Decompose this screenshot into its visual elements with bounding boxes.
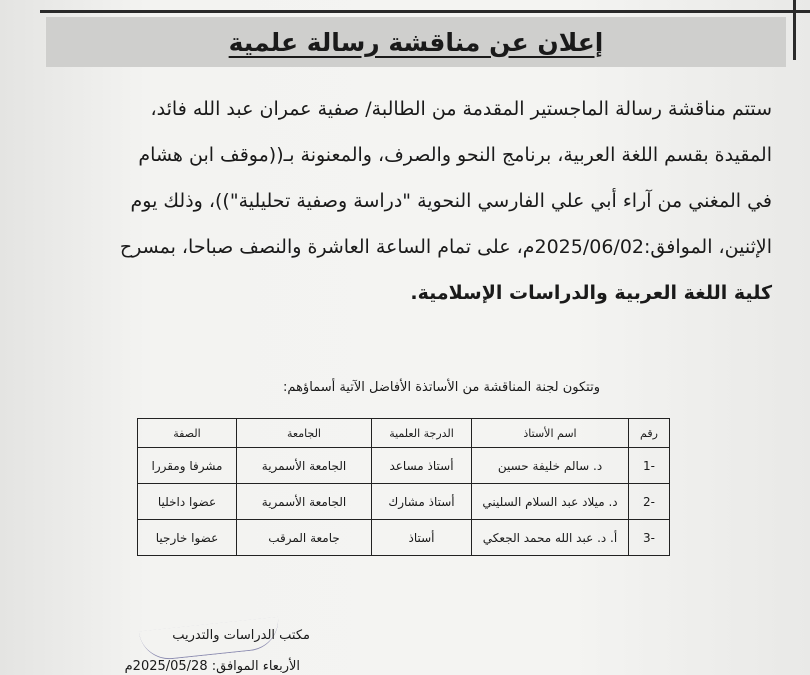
committee-table xyxy=(137,418,670,556)
table-row xyxy=(138,484,670,520)
cell-name: د. سالم خليفة حسين xyxy=(472,448,629,484)
paragraph-line: ستتم مناقشة رسالة الماجستير المقدمة من الطالبة/ صفية عمران عبد الله فائد، xyxy=(150,98,772,120)
title-bar xyxy=(46,17,786,67)
cell-number: -1 xyxy=(629,448,670,484)
cell-degree: أستاذ xyxy=(372,520,472,556)
cell-degree: أستاذ مشارك xyxy=(372,484,472,520)
cell-university: الجامعة الأسمرية xyxy=(237,484,372,520)
cell-role: عضوا داخليا xyxy=(138,484,237,520)
cell-role: مشرفا ومقررا xyxy=(138,448,237,484)
paragraph-line: في المغني من آراء أبي علي الفارسي النحوية "دراسة وصفية تحليلية"))، وذلك يوم xyxy=(130,190,772,212)
header-university: الجامعة xyxy=(237,419,372,448)
cell-name: د. ميلاد عبد السلام السليني xyxy=(472,484,629,520)
header-number: رقم xyxy=(629,419,670,448)
cell-role: عضوا خارجيا xyxy=(138,520,237,556)
paragraph-line: كلية اللغة العربية والدراسات الإسلامية. xyxy=(410,282,772,304)
table-row xyxy=(138,520,670,556)
cell-number: -3 xyxy=(629,520,670,556)
paragraph-line: الإثنين، الموافق:2025/06/02م، على تمام الساعة العاشرة والنصف صباحا، بمسرح xyxy=(119,236,772,258)
header-name: اسم الأستاذ xyxy=(472,419,629,448)
table-header-row xyxy=(138,419,670,448)
header-degree: الدرجة العلمية xyxy=(372,419,472,448)
announcement-title: إعلان عن مناقشة رسالة علمية xyxy=(228,27,604,57)
cell-degree: أستاذ مساعد xyxy=(372,448,472,484)
table-row xyxy=(138,448,670,484)
cell-university: الجامعة الأسمرية xyxy=(237,448,372,484)
right-border xyxy=(793,0,796,60)
paragraph-line: المقيدة بقسم اللغة العربية، برنامج النحو والصرف، والمعنونة بـ((موقف ابن هشام xyxy=(138,144,772,166)
announcement-paragraph xyxy=(40,86,772,316)
cell-name: أ. د. عبد الله محمد الجعكي xyxy=(472,520,629,556)
committee-intro: وتتكون لجنة المناقشة من الأساتذة الأفاضل الآتية أسماؤهم: xyxy=(283,380,600,395)
issue-date: الأربعاء الموافق: 2025/05/28م xyxy=(124,659,300,674)
top-border xyxy=(40,10,810,13)
cell-number: -2 xyxy=(629,484,670,520)
issuing-office: مكتب الدراسات والتدريب xyxy=(172,628,310,643)
header-role: الصفة xyxy=(138,419,237,448)
cell-university: جامعة المرقب xyxy=(237,520,372,556)
